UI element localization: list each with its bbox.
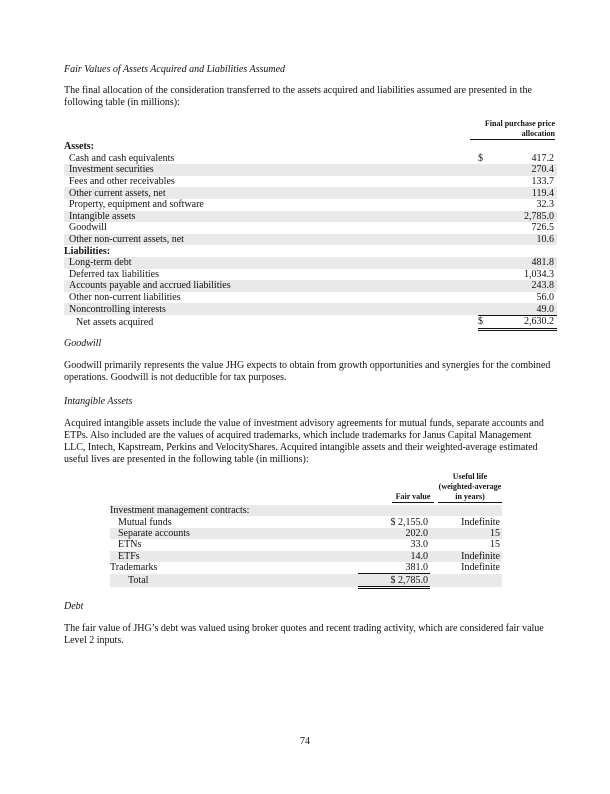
table-row xyxy=(110,551,502,562)
total-label: Net assets acquired xyxy=(76,316,154,328)
table-row xyxy=(64,222,557,234)
row-value: 49.0 xyxy=(504,303,557,315)
intangible-total-row xyxy=(110,574,502,587)
table-row xyxy=(64,269,557,281)
table-row xyxy=(64,199,557,211)
goodwill-heading: Goodwill xyxy=(64,338,102,349)
table-row xyxy=(64,176,557,188)
row-value: 2,785.0 xyxy=(504,211,557,223)
fair-value-header: Fair value xyxy=(392,492,434,503)
table-row xyxy=(64,153,557,165)
table-row xyxy=(110,516,502,527)
table-row xyxy=(64,280,557,292)
useful-life: Indefinite xyxy=(461,516,500,528)
row-label: Property, equipment and software xyxy=(69,199,204,211)
row-label: Separate accounts xyxy=(110,528,358,539)
row-label: Other non-current liabilities xyxy=(69,292,181,304)
intangible-assets-table xyxy=(110,505,502,589)
fair-values-heading: Fair Values of Assets Acquired and Liabilities Assumed xyxy=(64,64,286,75)
row-value: 10.6 xyxy=(504,234,557,246)
total-value: 2,630.2 xyxy=(504,315,557,329)
useful-life: Indefinite xyxy=(434,551,502,562)
fair-value: $ 2,155.0 xyxy=(390,516,428,528)
row-label: ETFs xyxy=(110,551,358,562)
net-assets-total-row xyxy=(64,315,557,329)
intangible-assets-paragraph: Acquired intangible assets include the value of investment advisory agreements for mutual funds, separate accounts and ETPs. Also included are the values of acquired trademarks, which include trademarks for Janus Capital Management LLC, Intech, Kapstream, Perkins and VelocityShares. Acquired intangible assets and their weighted-average estimated useful lives are presented in the following table (in millions): xyxy=(64,418,544,465)
dollar-sign: $ xyxy=(478,152,483,164)
row-value: 32.3 xyxy=(536,199,554,211)
row-value: 1,034.3 xyxy=(524,268,554,280)
row-label: Investment securities xyxy=(64,164,470,176)
debt-heading: Debt xyxy=(64,601,84,612)
row-label: Long-term debt xyxy=(64,257,470,269)
liabilities-label: Liabilities: xyxy=(64,245,111,257)
table-row xyxy=(64,164,557,176)
useful-life: 15 xyxy=(434,528,502,539)
page-number: 74 xyxy=(300,736,310,747)
useful-life-header: Useful life (weighted-average in years) xyxy=(438,472,502,501)
row-label: Mutual funds xyxy=(118,516,172,528)
row-value: 133.7 xyxy=(531,176,554,188)
row-value: 56.0 xyxy=(536,292,554,304)
purchase-allocation-table xyxy=(64,141,557,331)
useful-life xyxy=(434,574,502,587)
table-row xyxy=(64,303,557,315)
row-label: Noncontrolling interests xyxy=(64,303,470,315)
goodwill-paragraph: Goodwill primarily represents the value JHG expects to obtain from growth opportunities and synergies for the combined operations. Goodwill is not deductible for tax purposes. xyxy=(64,360,551,383)
row-label: Goodwill xyxy=(69,222,107,234)
fair-value: 33.0 xyxy=(410,539,428,551)
total-label: Total xyxy=(110,574,358,587)
table-row xyxy=(64,245,557,257)
row-label: Deferred tax liabilities xyxy=(69,268,159,280)
table-row xyxy=(64,187,557,199)
table-row xyxy=(110,562,502,574)
row-label: ETNs xyxy=(118,539,142,551)
table-row xyxy=(64,257,557,269)
fair-value: 381.0 xyxy=(358,562,430,574)
table-row xyxy=(64,211,557,223)
table-row xyxy=(110,505,502,516)
total-dollar-sign: $ xyxy=(478,315,504,329)
row-label: Cash and cash equivalents xyxy=(69,152,175,164)
row-value: 481.8 xyxy=(504,257,557,269)
fair-value: 202.0 xyxy=(358,528,430,539)
row-value: 270.4 xyxy=(504,164,557,176)
table-row xyxy=(110,539,502,550)
final-purchase-header: Final purchase price allocation xyxy=(470,119,555,140)
fair-value: 14.0 xyxy=(358,551,430,562)
debt-paragraph: The fair value of JHG’s debt was valued using broker quotes and recent trading activity, which are considered fair value Level 2 inputs. xyxy=(64,623,544,646)
total-fair-value: $ 2,785.0 xyxy=(358,574,430,587)
table-row xyxy=(64,292,557,304)
row-label: Other non-current assets, net xyxy=(64,234,470,246)
row-label: Accounts payable and accrued liabilities xyxy=(64,280,470,292)
row-value: 726.5 xyxy=(531,222,554,234)
useful-life: Indefinite xyxy=(461,562,500,574)
group-label: Investment management contracts: xyxy=(110,505,358,516)
useful-life: 15 xyxy=(490,539,500,551)
table-row xyxy=(110,528,502,539)
assets-label: Assets: xyxy=(64,141,94,153)
row-value: 243.8 xyxy=(504,280,557,292)
row-label: Other current assets, net xyxy=(64,187,470,199)
table-row xyxy=(64,234,557,246)
table-row xyxy=(64,141,557,153)
row-value: 119.4 xyxy=(504,187,557,199)
row-label: Trademarks xyxy=(110,562,158,574)
fair-values-paragraph: The final allocation of the consideration transferred to the assets acquired and liabilities assumed are presented in the following table (in millions): xyxy=(64,85,532,108)
row-label: Intangible assets xyxy=(64,211,470,223)
row-value: 417.2 xyxy=(531,152,554,164)
row-label: Fees and other receivables xyxy=(69,176,175,188)
intangible-assets-heading: Intangible Assets xyxy=(64,396,133,407)
